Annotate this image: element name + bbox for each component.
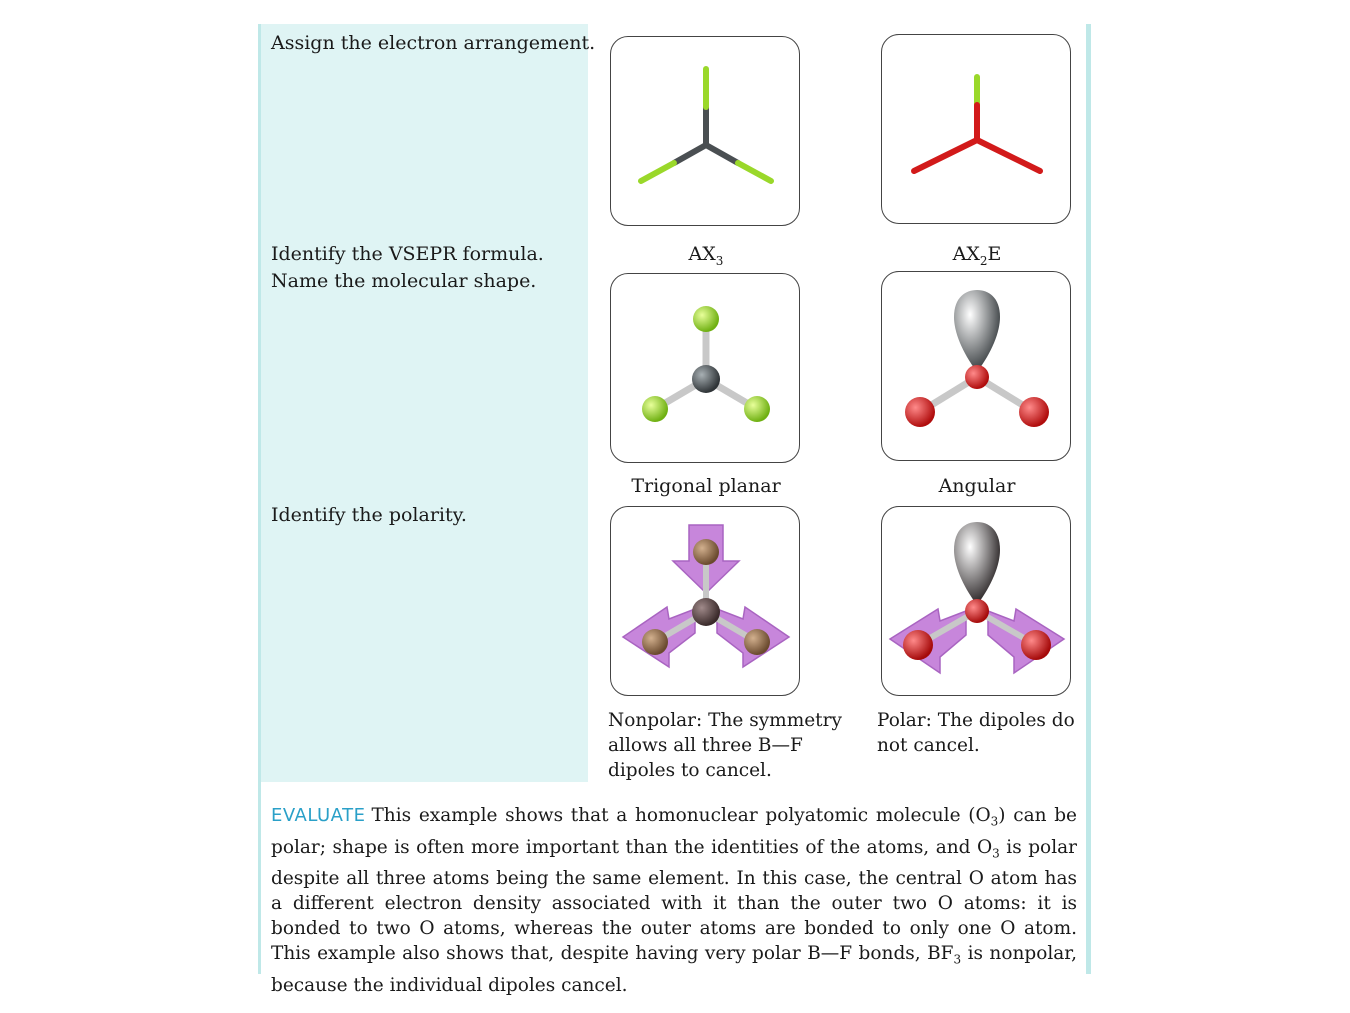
bf3-stick-model: [611, 37, 801, 227]
evaluate-tag: EVALUATE: [271, 805, 366, 826]
step-electron-arrangement: Assign the electron arrangement.: [271, 32, 596, 54]
o3-dipole-model: [882, 507, 1072, 697]
step-vsepr-formula: Identify the VSEPR formula. Name the molecular shape.: [271, 243, 544, 292]
subscript: 3: [990, 814, 999, 829]
o3-vsepr-formula: [867, 243, 1087, 268]
subscript: 3: [953, 953, 962, 968]
bf3-ball-model-panel: [610, 273, 800, 463]
o3-stick-model: [882, 35, 1072, 225]
o3-ball-model-panel: [881, 271, 1071, 461]
bf3-stick-model-panel: [610, 36, 800, 226]
bf3-ball-model: [611, 274, 801, 464]
bf3-polarity-note: Nonpolar: The symmetry allows all three B—F dipoles to cancel.: [608, 710, 842, 781]
evaluate-text: is polar despite all three atoms being the same element. In this case, the central O atom has a different electron density associated with it than the outer two O atoms: it is bonded to two O atoms, whereas the outer atoms are bonded to only one O atom. This example also shows that, despite having very polar B—F bonds, BF: [271, 836, 1077, 965]
evaluate-text: ) can be polar; shape is often more important than the identities of the atoms, and O: [271, 805, 1078, 858]
bf3-dipole-model: [611, 507, 801, 697]
steps-column-background: [258, 24, 588, 782]
o3-stick-model-panel: [881, 34, 1071, 224]
o3-dipole-model-panel: [881, 506, 1071, 696]
evaluate-text: This example shows that a homonuclear polyatomic molecule (O: [371, 805, 991, 826]
right-rule: [1086, 24, 1091, 974]
bf3-vsepr-formula: [596, 243, 816, 268]
formula-main: AX: [688, 243, 716, 265]
o3-polarity-note: Polar: The dipoles do not cancel.: [877, 710, 1075, 756]
o3-ball-model: [882, 272, 1072, 462]
formula-tail: E: [987, 243, 1002, 265]
step-polarity: Identify the polarity.: [271, 504, 467, 526]
evaluate-text: is nonpolar, because the individual dipoles cancel.: [271, 943, 1077, 997]
formula-subscript: 2: [979, 253, 988, 268]
formula-subscript: 3: [715, 253, 724, 268]
evaluate-paragraph: [271, 803, 1077, 998]
subscript: 3: [992, 846, 1000, 861]
bf3-dipole-model-panel: [610, 506, 800, 696]
bf3-shape-name: Trigonal planar: [631, 475, 781, 497]
left-rule: [258, 24, 261, 974]
o3-shape-name: Angular: [938, 475, 1016, 497]
formula-main: AX: [952, 243, 980, 265]
